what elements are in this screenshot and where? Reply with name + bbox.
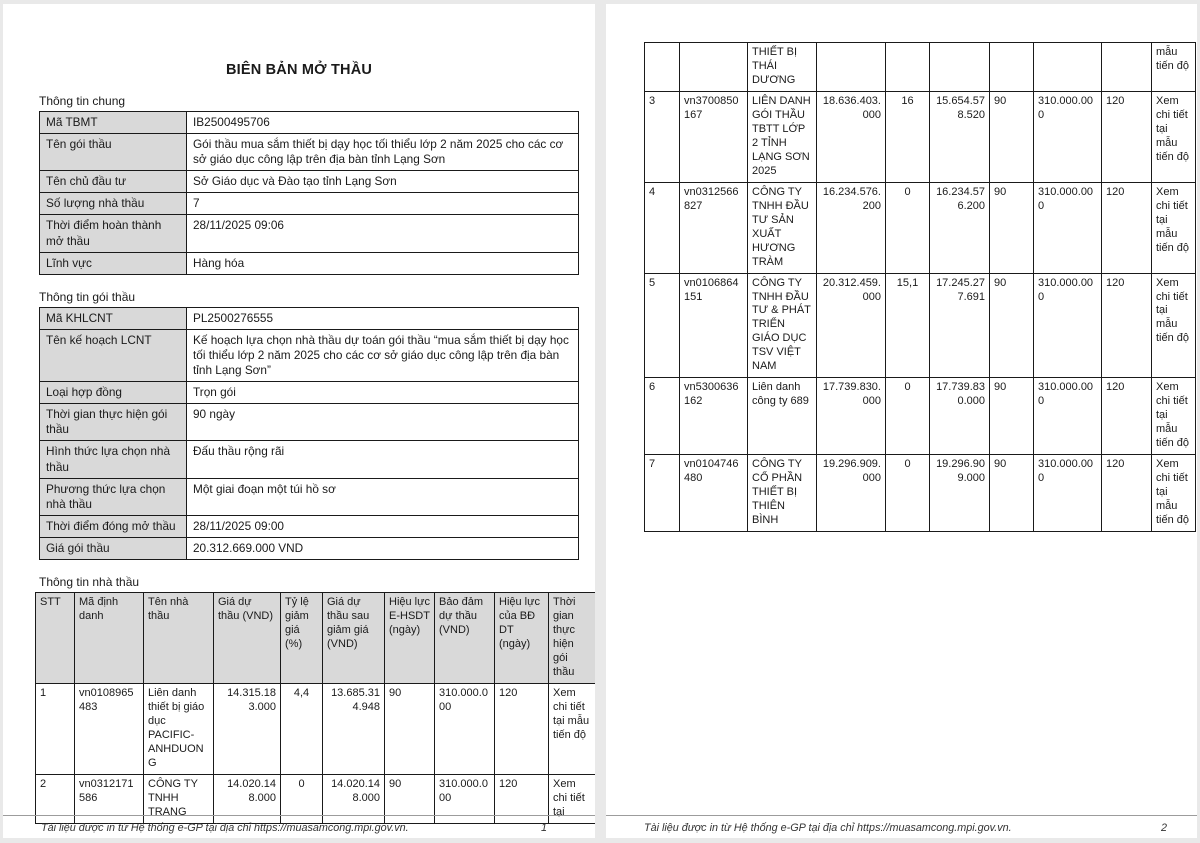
info-row xyxy=(40,252,579,274)
footer-source-text: Tài liệu được in từ Hệ thống e-GP tại địa chỉ https://muasamcong.mpi.gov.vn. xyxy=(41,822,409,834)
cell-ty-le-giam-gia: 0 xyxy=(886,455,930,532)
column-header-hieu-luc-bddt: Hiệu lực của BĐ DT (ngày) xyxy=(495,592,549,683)
cell-bao-dam-du-thau: 310.000.000 xyxy=(1034,378,1102,455)
cell-ty-le-giam-gia xyxy=(886,43,930,92)
cell-bao-dam-du-thau: 310.000.000 xyxy=(1034,91,1102,182)
cell-thoi-gian-thuc-hien: Xem chi tiết tại mẫu tiến độ xyxy=(1152,273,1196,378)
column-header-bao-dam-du-thau: Bảo đảm dự thầu (VND) xyxy=(435,592,495,683)
cell-hieu-luc-ehsdt: 90 xyxy=(990,273,1034,378)
page1-number: 1 xyxy=(540,822,547,834)
cell-thoi-gian-thuc-hien: Xem chi tiết tại mẫu tiến độ xyxy=(1152,455,1196,532)
info-row xyxy=(40,478,579,515)
column-header-ten-nha-thau: Tên nhà thầu xyxy=(144,592,214,683)
cell-hieu-luc-ehsdt: 90 xyxy=(990,182,1034,273)
cell-thoi-gian-thuc-hien: Xem chi tiết tại mẫu tiến độ xyxy=(1152,378,1196,455)
bidder-row xyxy=(645,273,1196,378)
cell-hieu-luc-bddt: 120 xyxy=(1102,378,1152,455)
cell-hieu-luc-bddt: 120 xyxy=(1102,91,1152,182)
cell-ten-nha-thau: CÔNG TY TNHH ĐẦU TƯ SẢN XUẤT HƯƠNG TRÀM xyxy=(748,182,817,273)
field-value: Kế hoạch lựa chọn nhà thầu dự toán gói thầu “mua sắm thiết bị dạy học tối thiểu lớp 2 năm 2025 cho các cơ sở giáo dục công lập trên địa bàn tỉnh Lạng Sơn” xyxy=(187,329,579,381)
info-row xyxy=(40,307,579,329)
document-page-2 xyxy=(606,4,1197,838)
column-header-hieu-luc-ehsdt: Hiệu lực E-HSDT (ngày) xyxy=(385,592,435,683)
field-value: Gói thầu mua sắm thiết bị dạy học tối thiểu lớp 2 năm 2025 cho các cơ sở giáo dục công lập trên địa bàn tỉnh Lạng Sơn xyxy=(187,134,579,171)
cell-gia-sau-giam-gia: 16.234.576.200 xyxy=(930,182,990,273)
cell-stt: 3 xyxy=(645,91,680,182)
cell-gia-du-thau: 14.020.148.000 xyxy=(214,774,281,823)
page2-number: 2 xyxy=(1160,822,1167,834)
cell-gia-du-thau: 17.739.830.000 xyxy=(817,378,886,455)
bidder-row xyxy=(645,91,1196,182)
cell-hieu-luc-ehsdt xyxy=(990,43,1034,92)
cell-hieu-luc-ehsdt: 90 xyxy=(990,378,1034,455)
cell-ty-le-giam-gia: 0 xyxy=(886,182,930,273)
document-title: BIÊN BẢN MỞ THẦU xyxy=(225,62,373,78)
info-row xyxy=(40,329,579,381)
cell-ten-nha-thau: Liên danh thiết bị giáo dục PACIFIC-ANHDUONG xyxy=(144,683,214,774)
cell-ma-dinh-danh: vn0312566827 xyxy=(680,182,748,273)
cell-gia-sau-giam-gia: 14.020.148.000 xyxy=(323,774,385,823)
cell-bao-dam-du-thau: 310.000.000 xyxy=(435,774,495,823)
info-row xyxy=(40,134,579,171)
field-label: Lĩnh vực xyxy=(40,252,187,274)
bidder-row xyxy=(645,378,1196,455)
field-label: Mã TBMT xyxy=(40,112,187,134)
field-label: Tên gói thầu xyxy=(40,134,187,171)
cell-gia-sau-giam-gia: 17.245.277.691 xyxy=(930,273,990,378)
cell-gia-sau-giam-gia: 13.685.314.948 xyxy=(323,683,385,774)
field-value: 20.312.669.000 VND xyxy=(187,537,579,559)
field-label: Tên kế hoạch LCNT xyxy=(40,329,187,381)
cell-ten-nha-thau: CÔNG TY CỔ PHẦN THIẾT BỊ THIÊN BÌNH xyxy=(748,455,817,532)
field-value: Hàng hóa xyxy=(187,252,579,274)
cell-thoi-gian-thuc-hien: Xem chi tiết tại mẫu tiến độ xyxy=(1152,91,1196,182)
cell-stt: 5 xyxy=(645,273,680,378)
info-row xyxy=(40,382,579,404)
cell-ma-dinh-danh: vn3700850167 xyxy=(680,91,748,182)
document-page-1 xyxy=(3,4,595,838)
page1-footer xyxy=(3,815,595,834)
cell-ten-nha-thau: THIẾT BỊ THÁI DƯƠNG xyxy=(748,43,817,92)
field-value: 90 ngày xyxy=(187,404,579,441)
cell-ty-le-giam-gia: 0 xyxy=(886,378,930,455)
field-label: Tên chủ đầu tư xyxy=(40,171,187,193)
cell-hieu-luc-ehsdt: 90 xyxy=(385,683,435,774)
cell-bao-dam-du-thau xyxy=(1034,43,1102,92)
cell-thoi-gian-thuc-hien: Xem chi tiết tại mẫu tiến độ xyxy=(1152,182,1196,273)
bidder-row xyxy=(645,43,1196,92)
cell-bao-dam-du-thau: 310.000.000 xyxy=(435,683,495,774)
field-value: 7 xyxy=(187,193,579,215)
cell-stt: 4 xyxy=(645,182,680,273)
cell-ty-le-giam-gia: 0 xyxy=(281,774,323,823)
general-info-table xyxy=(39,111,579,275)
package-info-table xyxy=(39,307,579,560)
cell-stt: 1 xyxy=(36,683,75,774)
cell-gia-sau-giam-gia: 17.739.830.000 xyxy=(930,378,990,455)
column-header-gia-du-thau: Giá dự thầu (VND) xyxy=(214,592,281,683)
info-row xyxy=(40,515,579,537)
bidder-row xyxy=(36,683,596,774)
column-header-gia-sau-giam-gia: Giá dự thầu sau giảm giá (VND) xyxy=(323,592,385,683)
cell-hieu-luc-bddt: 120 xyxy=(1102,182,1152,273)
field-value: PL2500276555 xyxy=(187,307,579,329)
field-value: Sở Giáo dục và Đào tạo tỉnh Lạng Sơn xyxy=(187,171,579,193)
column-header-stt: STT xyxy=(36,592,75,683)
bidders-table-page2 xyxy=(644,42,1196,532)
cell-ten-nha-thau: CÔNG TY TNHH TRANG xyxy=(144,774,214,823)
cell-ten-nha-thau: LIÊN DANH GÓI THẦU TBTT LỚP 2 TỈNH LẠNG SƠN 2025 xyxy=(748,91,817,182)
info-row xyxy=(40,112,579,134)
info-row xyxy=(40,193,579,215)
cell-stt: 7 xyxy=(645,455,680,532)
field-label: Phương thức lựa chọn nhà thầu xyxy=(40,478,187,515)
cell-gia-du-thau: 18.636.403.000 xyxy=(817,91,886,182)
cell-gia-du-thau xyxy=(817,43,886,92)
cell-gia-sau-giam-gia: 15.654.578.520 xyxy=(930,91,990,182)
field-label: Thời gian thực hiện gói thầu xyxy=(40,404,187,441)
general-info-heading: Thông tin chung xyxy=(39,94,126,108)
field-label: Thời điểm đóng mở thầu xyxy=(40,515,187,537)
cell-gia-du-thau: 19.296.909.000 xyxy=(817,455,886,532)
cell-bao-dam-du-thau: 310.000.000 xyxy=(1034,455,1102,532)
cell-bao-dam-du-thau: 310.000.000 xyxy=(1034,182,1102,273)
field-label: Giá gói thầu xyxy=(40,537,187,559)
cell-thoi-gian-thuc-hien: Xem chi tiết tại xyxy=(549,774,596,823)
cell-ma-dinh-danh: vn0312171586 xyxy=(75,774,144,823)
column-header-thoi-gian-thuc-hien: Thời gian thực hiện gói thầu xyxy=(549,592,596,683)
cell-ma-dinh-danh: vn0104746480 xyxy=(680,455,748,532)
cell-ma-dinh-danh: vn5300636162 xyxy=(680,378,748,455)
cell-gia-du-thau: 16.234.576.200 xyxy=(817,182,886,273)
cell-thoi-gian-thuc-hien: Xem chi tiết tại mẫu tiến độ xyxy=(549,683,596,774)
cell-ten-nha-thau: CÔNG TY TNHH ĐẦU TƯ & PHÁT TRIỂN GIÁO DỤC TSV VIỆT NAM xyxy=(748,273,817,378)
bidder-row xyxy=(645,182,1196,273)
info-row xyxy=(40,171,579,193)
field-value: 28/11/2025 09:00 xyxy=(187,515,579,537)
cell-gia-sau-giam-gia xyxy=(930,43,990,92)
cell-stt: 2 xyxy=(36,774,75,823)
cell-ty-le-giam-gia: 15,1 xyxy=(886,273,930,378)
cell-gia-du-thau: 14.315.183.000 xyxy=(214,683,281,774)
cell-hieu-luc-ehsdt: 90 xyxy=(990,91,1034,182)
cell-ty-le-giam-gia: 16 xyxy=(886,91,930,182)
field-value: Đấu thầu rộng rãi xyxy=(187,441,579,478)
field-value: Trọn gói xyxy=(187,382,579,404)
bidders-header-row xyxy=(36,592,596,683)
bidders-table-page1 xyxy=(35,592,595,824)
field-value: IB2500495706 xyxy=(187,112,579,134)
cell-bao-dam-du-thau: 310.000.000 xyxy=(1034,273,1102,378)
field-value: 28/11/2025 09:06 xyxy=(187,215,579,252)
footer-source-text: Tài liệu được in từ Hệ thống e-GP tại địa chỉ https://muasamcong.mpi.gov.vn. xyxy=(644,822,1012,834)
cell-ty-le-giam-gia: 4,4 xyxy=(281,683,323,774)
field-label: Thời điểm hoàn thành mở thầu xyxy=(40,215,187,252)
field-label: Số lượng nhà thầu xyxy=(40,193,187,215)
cell-stt xyxy=(645,43,680,92)
cell-gia-sau-giam-gia: 19.296.909.000 xyxy=(930,455,990,532)
info-row xyxy=(40,537,579,559)
info-row xyxy=(40,404,579,441)
cell-hieu-luc-ehsdt: 90 xyxy=(990,455,1034,532)
column-header-ty-le-giam-gia: Tỷ lệ giảm giá (%) xyxy=(281,592,323,683)
field-label: Loại hợp đồng xyxy=(40,382,187,404)
column-header-ma-dinh-danh: Mã định danh xyxy=(75,592,144,683)
cell-gia-du-thau: 20.312.459.000 xyxy=(817,273,886,378)
cell-hieu-luc-ehsdt: 90 xyxy=(385,774,435,823)
bidder-row xyxy=(645,455,1196,532)
field-label: Mã KHLCNT xyxy=(40,307,187,329)
cell-ma-dinh-danh: vn0108965483 xyxy=(75,683,144,774)
package-info-heading: Thông tin gói thầu xyxy=(39,289,136,304)
cell-thoi-gian-thuc-hien: mẫu tiến độ xyxy=(1152,43,1196,92)
cell-hieu-luc-bddt: 120 xyxy=(1102,455,1152,532)
cell-ten-nha-thau: Liên danh công ty 689 xyxy=(748,378,817,455)
info-row xyxy=(40,215,579,252)
info-row xyxy=(40,441,579,478)
bidders-heading: Thông tin nhà thầu xyxy=(39,574,140,589)
page2-footer xyxy=(606,815,1197,834)
cell-hieu-luc-bddt xyxy=(1102,43,1152,92)
cell-ma-dinh-danh: vn0106864151 xyxy=(680,273,748,378)
field-label: Hình thức lựa chọn nhà thầu xyxy=(40,441,187,478)
field-value: Một giai đoạn một túi hồ sơ xyxy=(187,478,579,515)
cell-hieu-luc-bddt: 120 xyxy=(1102,273,1152,378)
cell-stt: 6 xyxy=(645,378,680,455)
cell-hieu-luc-bddt: 120 xyxy=(495,774,549,823)
cell-hieu-luc-bddt: 120 xyxy=(495,683,549,774)
cell-ma-dinh-danh xyxy=(680,43,748,92)
